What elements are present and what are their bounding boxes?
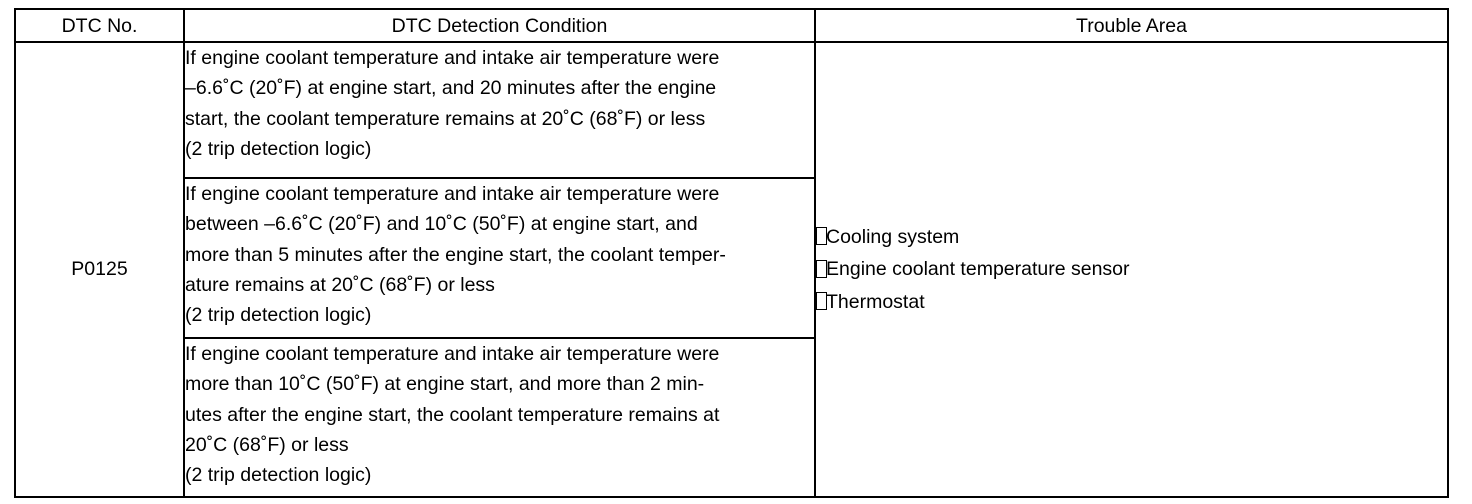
checkbox-square-icon — [816, 260, 827, 278]
trouble-area-list — [816, 221, 1447, 319]
dtc-code: P0125 — [71, 258, 128, 280]
condition-line: ature remains at 20˚C (68˚F) or less — [185, 273, 495, 296]
list-item — [816, 221, 1447, 254]
list-item — [816, 253, 1447, 286]
condition-line: more than 5 minutes after the engine start, the coolant temper- — [185, 243, 726, 266]
condition-cell — [184, 178, 815, 338]
trouble-area-cell — [815, 42, 1448, 497]
condition-line: (2 trip detection logic) — [185, 304, 372, 327]
condition-line: –6.6˚C (20˚F) at engine start, and 20 minutes after the engine — [185, 77, 717, 100]
condition-line: If engine coolant temperature and intake air temperature were — [185, 343, 720, 365]
checkbox-square-icon — [816, 292, 827, 310]
condition-line: If engine coolant temperature and intake air temperature were — [185, 183, 720, 205]
trouble-area-label: Thermostat — [826, 290, 925, 313]
table-row — [15, 42, 1448, 178]
header-dtc-no: DTC No. — [15, 9, 184, 42]
dtc-table — [14, 8, 1449, 498]
condition-line: more than 10˚C (50˚F) at engine start, and more than 2 min- — [185, 373, 705, 396]
condition-line: (2 trip detection logic) — [185, 464, 372, 487]
trouble-area-label: Engine coolant temperature sensor — [826, 258, 1130, 281]
condition-cell — [184, 42, 815, 178]
condition-line: 20˚C (68˚F) or less — [185, 433, 349, 456]
list-item — [816, 286, 1447, 319]
condition-line: If engine coolant temperature and intake air temperature were — [185, 47, 720, 69]
header-detection-condition: DTC Detection Condition — [184, 9, 815, 42]
header-trouble-area: Trouble Area — [815, 9, 1448, 42]
condition-line: between –6.6˚C (20˚F) and 10˚C (50˚F) at engine start, and — [185, 213, 698, 236]
condition-line: utes after the engine start, the coolant temperature remains at — [185, 403, 720, 426]
header-row — [15, 9, 1448, 42]
condition-cell — [184, 338, 815, 497]
trouble-area-label: Cooling system — [826, 225, 960, 248]
condition-line: (2 trip detection logic) — [185, 137, 372, 160]
condition-line: start, the coolant temperature remains at 20˚C (68˚F) or less — [185, 107, 706, 130]
dtc-code-cell — [15, 42, 184, 497]
checkbox-square-icon — [816, 227, 827, 245]
